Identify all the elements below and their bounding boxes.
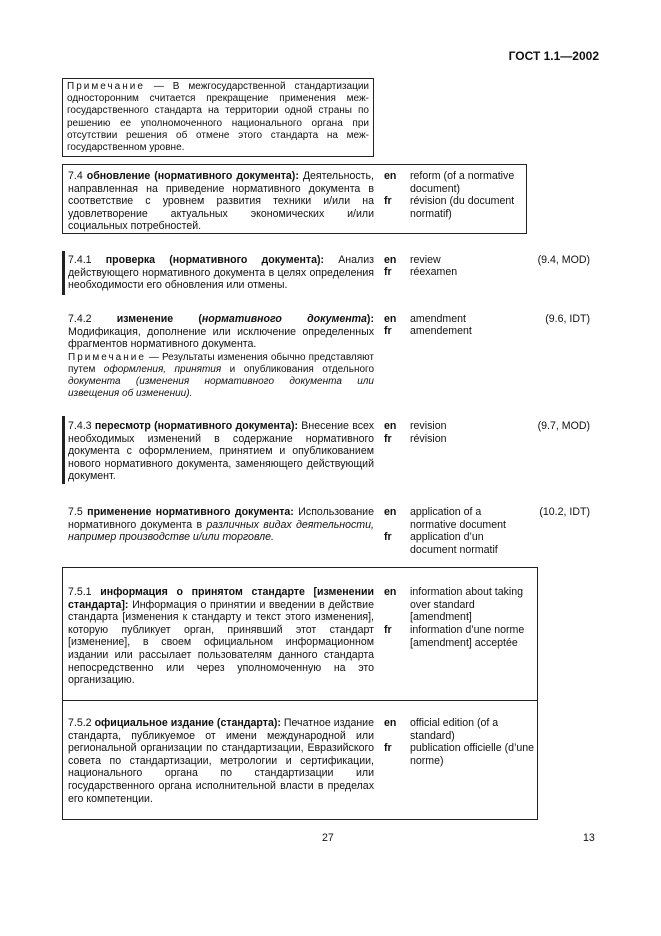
lang-fr: fr <box>384 195 392 207</box>
page-number-right: 13 <box>583 832 595 844</box>
entry-definition: Модификация, дополнение или исключение определенных фрагментов нормативного документа. <box>68 325 374 351</box>
entry-number: 7.5.2 <box>68 717 92 729</box>
entry-term: официальное издание (стандарта): <box>94 717 281 729</box>
lang-en: en <box>384 313 397 325</box>
entry-number: 7.5.1 <box>68 586 92 598</box>
document-code: ГОСТ 1.1—2002 <box>508 49 599 63</box>
entry-term: проверка (нормативного документа): <box>105 254 325 266</box>
lang-en: en <box>384 506 397 518</box>
entry-number: 7.5 <box>68 506 83 518</box>
reference: (9.6, IDT) <box>545 313 590 325</box>
entry-term: изменение ( <box>116 313 202 325</box>
translation-en: official edition (of a standard) <box>410 717 499 742</box>
translation-fr: application d’un document normatif <box>410 531 498 556</box>
note-text: и опубликования отдельного <box>229 364 375 375</box>
lang-en: en <box>384 420 397 432</box>
entry-term: применение нормативного документа: <box>87 506 294 518</box>
entry-7-4-3 <box>68 420 374 483</box>
top-note-box <box>62 78 374 157</box>
entry-number: 7.4 <box>68 170 83 182</box>
entry-term: информация о принятом стандарте [изменении стандарта]: <box>68 586 374 611</box>
lang-fr: fr <box>384 325 392 337</box>
entry-definition: Печатное издание стандарта, публикуемое от имени международной или региональной организации по стандартизации, Евразийского совета по стандартизации, метрологии и сертификации, национального органа по стандартизации или государственного органа исполнительной власти в пределах его компетенции. <box>68 717 374 805</box>
lang-fr: fr <box>384 433 392 445</box>
lang-en: en <box>384 586 397 598</box>
entry-frame-7-4-left <box>62 164 65 234</box>
translation-en: review <box>410 254 441 266</box>
entry-number: 7.4.3 <box>68 420 92 432</box>
entry-term: пересмотр (нормативного документа): <box>94 420 299 432</box>
page-number-center: 27 <box>322 832 334 844</box>
entry-7-4-1 <box>68 254 374 292</box>
lang-fr: fr <box>384 624 392 636</box>
note-text-italic: оформления, принятия <box>103 364 222 375</box>
lang-en: en <box>384 170 397 182</box>
entry-number: 7.4.1 <box>68 254 92 266</box>
translation-en: information about taking over standard [amendment] <box>410 586 524 624</box>
entry-term: обновление (нормативного документа): <box>86 170 299 182</box>
lang-en: en <box>384 717 397 729</box>
entry-term-end: ): <box>366 313 374 325</box>
translation-fr: révision <box>410 433 447 445</box>
entry-definition: Информация о принятии и введении в действие стандарта [изменения к стандарту и текст этого изменения], которую публикует орган, принявший этот стандарт [изменение], в своем официальном информационном издании или рассылает пользователям данного стандарта непосредственно или через уполномоченную на это организацию. <box>68 598 374 687</box>
translation-fr: information d’une norme [amendment] acceptée <box>410 624 525 649</box>
lang-fr: fr <box>384 266 392 278</box>
translation-en: amendment <box>410 313 466 325</box>
entry-definition: Внесение всех необходимых изменений в содержание нормативного документа с оформлением, принятием и опубликованием нового нормативного документа, заменяющего действующий документ. <box>68 420 374 483</box>
translation-en: application of a normative document <box>410 506 506 531</box>
lang-fr: fr <box>384 742 392 754</box>
lang-en: en <box>384 254 397 266</box>
reference: (10.2, IDT) <box>539 506 590 518</box>
lang-fr: fr <box>384 531 392 543</box>
entry-7-4-2 <box>68 313 374 351</box>
entry-separator <box>62 700 538 701</box>
entry-definition: Использование нормативного документа в <box>68 506 374 531</box>
translation-fr: révision (du document normatif) <box>410 195 515 220</box>
reference: (9.4, MOD) <box>537 254 590 266</box>
entry-definition-italic: различных видах деятельности, например производстве и/или торговле. <box>68 518 374 544</box>
note-text: — В межгосударственной стандартизации односторонним считается прекращение применения меж-государственного стандарта на территории одной страны по решению ее уполномоченного национального органа при отсутствии решения об отмене этого стандарта на меж-государственном уровне. <box>67 81 370 154</box>
entry-definition: Анализ действующего нормативного документа в целях определения необходимости его обновления или отмены. <box>68 254 374 292</box>
translation-fr: amendement <box>410 325 472 337</box>
entry-7-4-2-note <box>68 352 374 400</box>
entry-term-italic: нормативного документа <box>201 313 367 325</box>
note-label: Примечание <box>68 352 146 363</box>
note-text-italic: документа (изменения нормативного документа или извещения об изменении). <box>68 376 374 399</box>
entry-7-5-1 <box>68 586 374 687</box>
entry-7-4 <box>68 170 374 233</box>
entry-number: 7.4.2 <box>68 313 92 325</box>
reference: (9.7, MOD) <box>537 420 590 432</box>
change-bar <box>62 416 65 484</box>
entry-7-5-2 <box>68 717 374 805</box>
change-bar <box>62 251 65 295</box>
translation-en: revision <box>410 420 447 432</box>
entry-definition: Деятельность, направленная на приведение нормативного документа в соответствие с уровнем развития техники и/или на удовлетворение актуальных экономических и/или социальных потребностей. <box>68 170 374 233</box>
note-text: — Результаты изменения обычно представляют путем <box>68 352 375 375</box>
note-label: Примечание <box>67 81 145 92</box>
translation-fr: publication officielle (d’une norme) <box>410 742 535 767</box>
entry-7-5 <box>68 506 374 544</box>
translation-en: reform (of a normative document) <box>410 170 515 195</box>
translation-fr: réexamen <box>410 266 458 278</box>
